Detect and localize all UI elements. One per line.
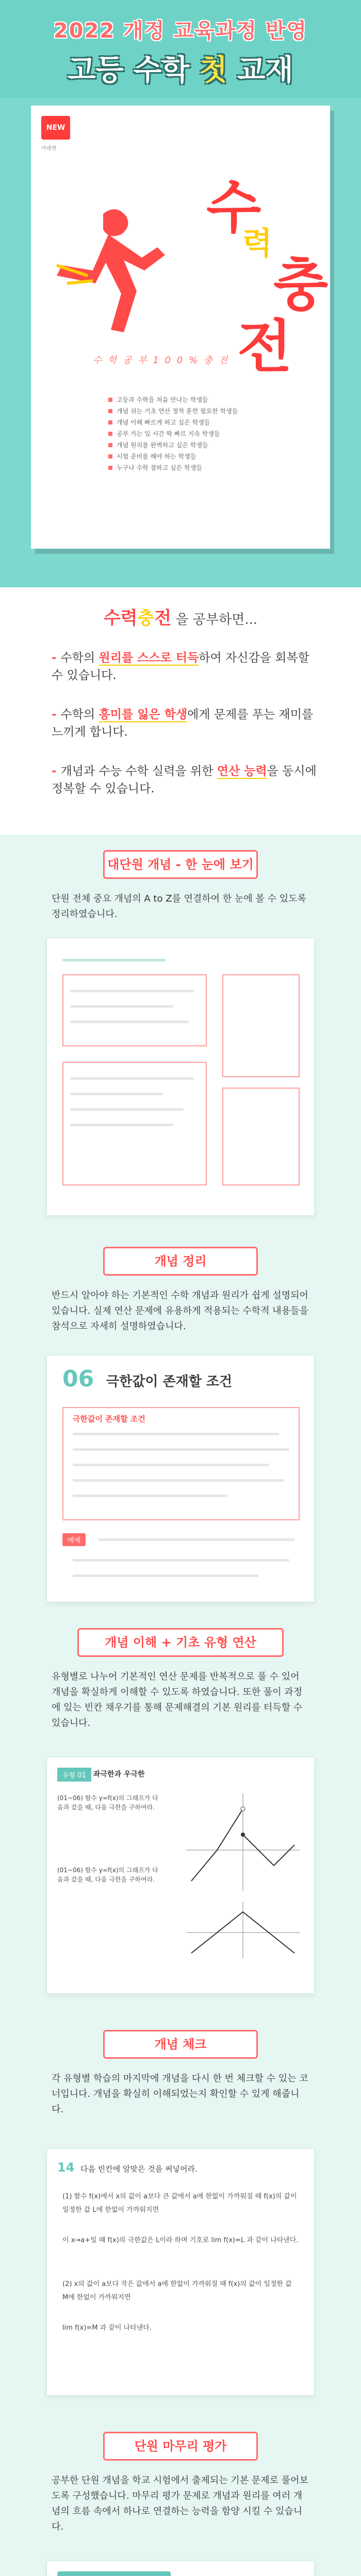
- runner-illustration: [46, 193, 175, 348]
- intro-benefit-pre: 수학의: [60, 651, 99, 665]
- sample-line: [73, 1495, 227, 1497]
- sample-line: [70, 1108, 184, 1111]
- intro-benefit-highlight: 원리를 스스로 터득: [99, 651, 199, 665]
- example-label: 예제: [62, 1533, 86, 1546]
- sample-line: [62, 959, 166, 961]
- question-line: 이 x→a+일 때 f(x)의 극한값은 L이라 하며 기호로 lim f(x)=L 과 같이 나타낸다.: [62, 2236, 299, 2244]
- book-feature-item: 개념 쉬는 기초 연산 정착 훈련 필요한 학생들: [108, 405, 294, 417]
- intro-logo-a: 수력: [103, 608, 138, 629]
- problem-text: (01~06) 함수 y=f(x)의 그래프가 다음과 같을 때, 다음 극한을 구하여라.: [57, 1867, 158, 1883]
- book-subtitle: 수 학 공 부 1 0 0 % 충 전: [93, 355, 229, 366]
- question-line: (1) 함수 f(x)에서 x의 값이 a보다 큰 값에서 a에 한없이 가까워질 때 f(x)의 값이 일정한 값 L에 한없이 가까워지면: [62, 2193, 297, 2214]
- book-feature-item: 시험 준비를 해야 하는 학생들: [108, 451, 294, 462]
- sample-line: [73, 1479, 284, 1482]
- section-description: 반드시 알아야 하는 기본적인 수학 개념과 원리가 쉽게 설명되어 있습니다. 실제 연산 문제에 유용하게 적용되는 수학적 내용들을 참석으로 자세히 설명하였습니다.: [52, 1290, 308, 1332]
- question-number: 14: [57, 2160, 75, 2175]
- intro-benefit: - 수학의 흥미를 잃은 학생에게 문제를 푸는 재미를 느끼게 합니다.: [52, 708, 314, 739]
- book-title-char-1: 수: [206, 175, 261, 241]
- hero-headline: [0, 47, 361, 89]
- check-sample-page: [46, 2148, 315, 2396]
- concept-title: 극한값이 존재할 조건: [106, 1374, 233, 1389]
- section-tag: 대단원 개념 - 한 눈에 보기: [103, 850, 258, 879]
- book-feature-item: 개념 이해 빠르게 하고 싶은 학생들: [108, 417, 294, 428]
- new-badge: NEW: [41, 116, 70, 140]
- book-feature-item: 누구나 수학 잘하고 싶은 학생들: [108, 462, 294, 473]
- sample-line: [73, 1433, 279, 1435]
- section-check: [0, 2020, 361, 2421]
- sample-line: [70, 1005, 173, 1008]
- intro-logo: [104, 608, 171, 629]
- section-description: 각 유형별 학습의 마지막에 개념을 다시 한 번 체크할 수 있는 코너입니다. 개념을 확실히 이해되었는지 확인할 수 있게 해줍니다.: [52, 2073, 308, 2115]
- concept-number: 06: [62, 1366, 94, 1392]
- section-review: [0, 2421, 361, 2576]
- book-title-char-2: 력: [242, 226, 272, 262]
- sample-line: [70, 1093, 163, 1095]
- intro-benefit: - 개념과 수능 수학 실력을 위한 연산 능력을 동시에 정복할 수 있습니다.: [52, 765, 317, 795]
- section-description: 공부한 단원 개념을 학교 시험에서 출제되는 기본 문제로 풀어보도록 구성했습니다. 마무리 평가 문제로 개념과 원리를 여러 개념의 흐름 속에서 하나로 연결하는 능력을 함양 시킬 수 있습니다.: [52, 2475, 308, 2532]
- section-tag: 개념 정리: [103, 1247, 258, 1276]
- problem-text: (01~06) 함수 y=f(x)의 그래프가 다음과 같을 때, 다음 극한을 구하여라.: [57, 1794, 158, 1811]
- section-overview: [0, 835, 361, 1236]
- intro-heading: [0, 604, 361, 629]
- intro-benefit-highlight: 연산 능력: [217, 765, 267, 778]
- section-practice: [0, 1618, 361, 2020]
- intro-benefit-post: 하여 자신감을 회복할 수 있습니다.: [52, 651, 309, 682]
- intro-benefit-highlight: 흥미를 잃은 학생: [99, 708, 188, 721]
- sample-line: [73, 1559, 289, 1562]
- sample-line: [99, 1538, 294, 1541]
- book-feature-item: 개념 원리를 완벽하고 싶은 학생들: [108, 439, 294, 451]
- sample-line: [73, 1464, 269, 1466]
- intro-benefit: - 수학의 원리를 스스로 터득하여 자신감을 회복할 수 있습니다.: [52, 651, 309, 682]
- intro-heading-text: 을 공부하면...: [171, 612, 258, 628]
- sample-concept-box: [62, 974, 207, 1046]
- book-feature-list: [108, 394, 294, 473]
- hero-headline-pre: 고등 수학: [68, 54, 200, 87]
- overview-sample-page: [46, 938, 315, 1216]
- type-title: 좌극한과 우극한: [93, 1770, 145, 1778]
- concept-box-title: 극한값이 존재할 조건: [73, 1414, 145, 1423]
- question-prompt: 다음 빈칸에 알맞은 것을 써넣어라.: [80, 2164, 198, 2174]
- hero-curriculum-label: 2022 개정 교육과정 반영: [53, 19, 308, 43]
- type-tab: 유형 01: [57, 1768, 91, 1782]
- review-card-title: [57, 2571, 171, 2576]
- book-feature-item: 고등과 수학을 처음 만나는 학생들: [108, 394, 294, 405]
- intro-logo-b: 충: [137, 608, 155, 629]
- book-title-char-4: 전: [237, 314, 292, 380]
- section-description: 단원 전체 중요 개념의 A to Z를 연결하여 한 눈에 볼 수 있도록 정리하였습니다.: [52, 893, 306, 920]
- book-title: [186, 162, 329, 380]
- intro-benefit-post: 에게 문제를 푸는 재미를 느끼게 합니다.: [52, 708, 314, 739]
- section-tag: 단원 마무리 평가: [103, 2432, 258, 2461]
- sample-line: [70, 990, 194, 992]
- sample-side-box: [222, 1088, 300, 1185]
- practice-sample-page: [46, 1757, 315, 1994]
- sample-line: [73, 1574, 258, 1577]
- intro-logo-c: 전: [154, 608, 172, 629]
- concept-sample-page: [46, 1355, 315, 1602]
- sample-side-box: [222, 974, 300, 1077]
- book-title-char-3: 충: [273, 252, 329, 318]
- section-concept: [0, 1236, 361, 1618]
- sample-line: [70, 1077, 194, 1080]
- function-graph: [181, 1788, 305, 1963]
- section-description: 유형별로 나누어 기본적인 연산 문제를 반복적으로 풀 수 있어 개념을 확실하게 이해할 수 있도록 하였습니다. 또한 풀이 과정에 있는 빈칸 채우기를 통해 문제해결의 기본 원리를 터득할 수 있습니다.: [52, 1671, 303, 1728]
- hero-section: [0, 0, 361, 587]
- book-cover: [31, 106, 330, 549]
- intro-benefit-pre: 수학의: [60, 708, 99, 721]
- publisher-logo: 미래엔: [41, 146, 56, 151]
- question-line: lim f(x)=M 과 같이 나타낸다.: [62, 2324, 152, 2332]
- sample-line: [70, 1021, 189, 1023]
- hero-headline-post: 교재: [227, 54, 293, 87]
- sample-line: [73, 1448, 289, 1451]
- hero-headline-accent: 첫: [199, 54, 227, 87]
- book-feature-item: 공부 가는 일 시간 딱 빠르 지속 학생들: [108, 428, 294, 439]
- section-tag: 개념 체크: [103, 2030, 258, 2059]
- question-line: (2) x의 값이 a보다 작은 값에서 a에 한없이 가까워질 때 f(x)의 값이 일정한 값 M에 한없이 가까워지면: [62, 2280, 292, 2301]
- review-sample-page: [46, 2561, 315, 2576]
- intro-benefit-post: 을 동시에 정복할 수 있습니다.: [52, 765, 317, 795]
- section-tag: 개념 이해 + 기초 유형 연산: [77, 1628, 284, 1657]
- intro-benefit-pre: 개념과 수능 수학 실력을 위한: [60, 765, 217, 778]
- sample-line: [70, 1124, 173, 1126]
- intro-section: [0, 587, 361, 835]
